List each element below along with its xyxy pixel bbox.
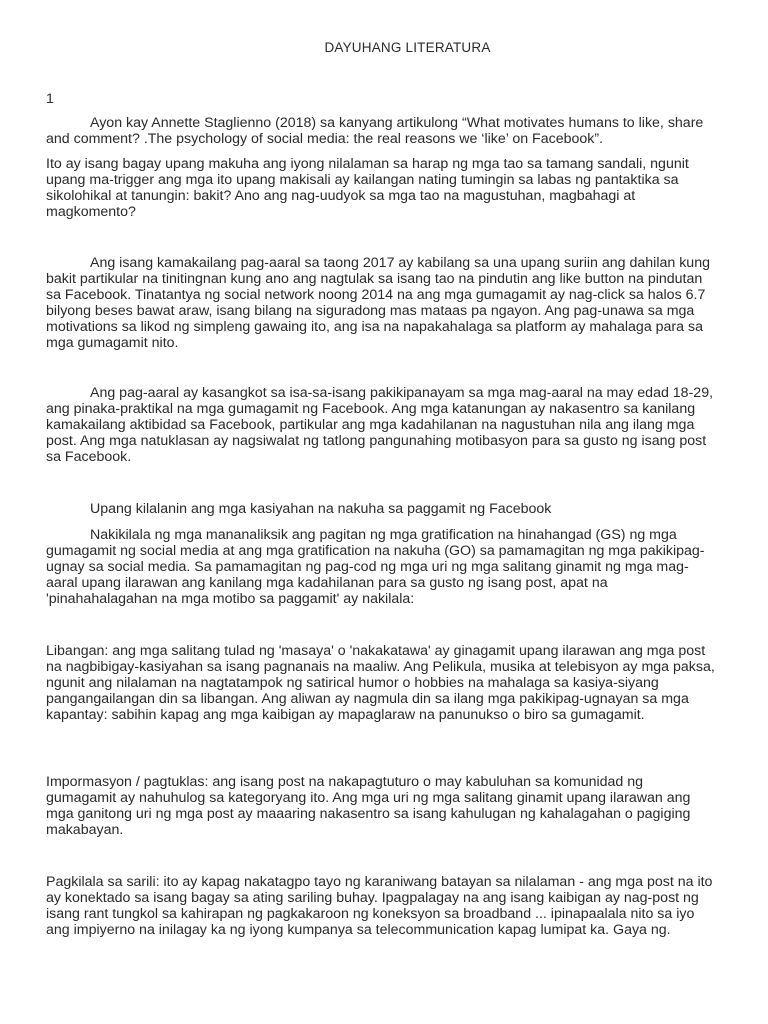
paragraph-citation: Ayon kay Annette Staglienno (2018) sa kanyang artikulong “What motivates humans to like, share and comment? .The psychology of social media: the real reasons we ‘like’ on Facebook”. [46,115,704,147]
section-heading: Upang kilalanin ang mga kasiyahan na nakuha sa paggamit ng Facebook [90,501,552,517]
document-title: DAYUHANG LITERATURA [324,40,491,55]
paragraph-gratifications: Nakikilala ng mga mananaliksik ang pagitan ng mga gratification na hinahangad (GS) ng mga gumagamit ng social media at ang mga gratification na nakuha (GO) sa pamamagitan ng mga pakikipag-ugnay sa social media. Sa pamamagitan ng pag-cod ng mga uri ng mga salitang ginamit ng mga mag-aaral upang ilarawan ang kanilang mga kadahilanan para sa gusto ng isang post, apat na 'pinahahalagahan na mga motibo sa paggamit' ay nakilala: [46,527,705,607]
paragraph-libangan: Libangan: ang mga salitang tulad ng 'masaya' o 'nakakatawa' ay ginagamit upang ilarawan ang mga post na nagbibigay-kasiyahan sa isang pagnanais na maaliw. Ang Pelikula, musika at telebisyon ay mga paksa, ngunit ang nilalaman na nagtatampok ng satirical humor o hobbies na mahalaga sa kasiya-siyang pangangailangan din sa libangan. Ang aliwan ay nagmula din sa ilang mga pakikipag-ugnayan sa mga kapantay: sabihin kapag ang mga kaibigan ay mapaglaraw na panunukso o biro sa gumagamit. [46,643,715,723]
page-number: 1 [46,91,54,107]
paragraph-study-method: Ang pag-aaral ay kasangkot sa isa-sa-isang pakikipanayam sa mga mag-aaral na may edad 18-29, ang pinaka-praktikal na mga gumagamit ng Facebook. Ang mga katanungan ay nakasentro sa kanilang kamakailang aktibidad sa Facebook, partikular ang mga kadahilanan na nagustuhan nila ang ilang mga post. Ang mga natuklasan ay nagsiwalat ng tatlong pangunahing motibasyon para sa gusto ng isang post sa Facebook. [46,385,714,465]
paragraph-question: Ito ay isang bagay upang makuha ang iyong nilalaman sa harap ng mga tao sa tamang sandali, ngunit upang ma-trigger ang mga ito upang makisali ay kailangan nating tumingin sa labas ng pantaktika sa sikolohikal at tanungin: bakit? Ano ang nag-uudyok sa mga tao na magustuhan, magbahagi at magkomento? [46,156,689,220]
paragraph-study-2017: Ang isang kamakailang pag-aaral sa taong 2017 ay kabilang sa una upang suriin ang dahilan kung bakit partikular na tinitingnan kung ano ang nagtulak sa isang tao na pindutin ang like button na pindutan sa Facebook. Tinatantya ng social network noong 2014 na ang mga gumagamit ay nag-click sa halos 6.7 bilyong beses bawat araw, isang bilang na siguradong mas mataas pa ngayon. Ang pag-unawa sa mga motivations sa likod ng simpleng gawaing ito, ang isa na napakahalaga sa platform ay mahalaga para sa mga gumagamit nito. [46,255,710,351]
paragraph-pagkilala: Pagkilala sa sarili: ito ay kapag nakatagpo tayo ng karaniwang batayan sa nilalaman - ang mga post na ito ay konektado sa isang bagay sa ating sariling buhay. Ipagpalagay na ang isang kaibigan ay nag-post ng isang rant tungkol sa kahirapan ng pagkakaroon ng koneksyon sa broadband ... ipinapaalala nito sa iyo ang impiyerno na inilagay ka ng iyong kumpanya sa telecommunication kapag lumipat ka. Gaya ng. [46,874,713,938]
paragraph-impormasyon: Impormasyon / pagtuklas: ang isang post na nakapagtuturo o may kabuluhan sa komunidad ng gumagamit ay nahuhulog sa kategoryang ito. Ang mga uri ng mga salitang ginamit upang ilarawan ang mga ganitong uri ng mga post ay maaaring nakasentro sa isang kahulugan ng kahalagahan o pagiging makabayan. [46,774,691,838]
